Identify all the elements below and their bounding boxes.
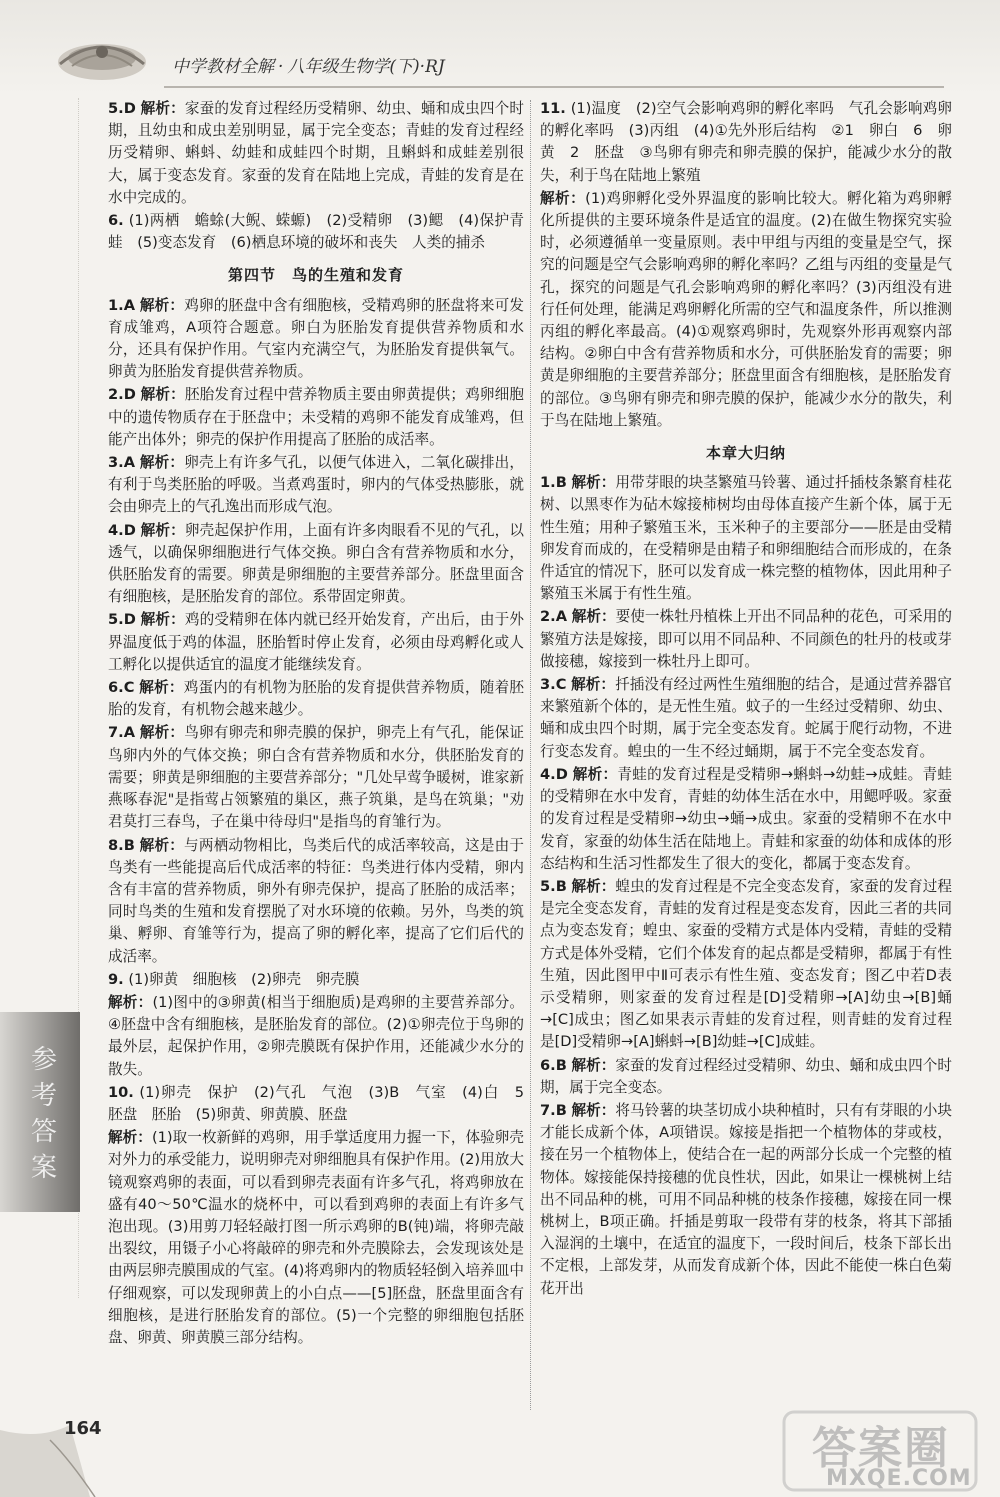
analysis-label: 解析：	[571, 474, 616, 492]
analysis-label: 解析：	[140, 521, 185, 539]
analysis-label: 解析：	[139, 724, 185, 742]
answer-entry	[540, 674, 952, 763]
analysis-label: 解析：	[571, 877, 616, 895]
answer-entry	[108, 452, 524, 519]
answer-text: (1)温度 (2)空气会影响鸡卵的孵化率吗 气孔会影响鸡卵的孵化率吗 (3)丙组 (4)①先外形后结构 ②1 卵白 6 卵黄 2 胚盘 ③鸟卵有卵壳和卵壳膜的保护，能减少水分的散失，利于鸟在陆地上繁殖	[540, 100, 952, 184]
answer-text: 家蚕的发育过程经过受精卵、幼虫、蛹和成虫四个时期，属于完全变态。	[540, 1056, 952, 1096]
analysis-label: 解析：	[140, 386, 185, 404]
footer-ornament-icon	[0, 1420, 120, 1497]
answer-entry	[540, 606, 952, 673]
analysis-label: 解析：	[571, 1056, 616, 1074]
answer-text: 鸡卵的胚盘中含有细胞核，受精鸡卵的胚盘将来可发育成雏鸡，A项符合题意。卵白为胚胎发育提供营养物质和水分，还具有保护作用。气室内充满空气，为胚胎发育提供氧气。卵黄为胚胎发育提供营养物质。	[108, 296, 524, 381]
analysis-label: 解析：	[571, 676, 616, 694]
answer-entry	[540, 764, 952, 875]
answer-number: 11.	[540, 100, 566, 117]
answer-text: 胚胎发育过程中营养物质主要由卵黄提供；鸡卵细胞中的遗传物质存在于胚盘中；未受精的鸡卵不能发育成雏鸡，但能产出体外；卵壳的保护作用提高了胚胎的成活率。	[108, 386, 524, 448]
answer-text: 要使一株牡丹植株上开出不同品种的花色，可采用的繁殖方法是嫁接，即可以用不同品种、不同颜色的牡丹的枝或芽做接穗，嫁接到一株牡丹上即可。	[540, 608, 952, 670]
answer-number: 1.B	[540, 474, 567, 492]
answer-text: 扦插没有经过两性生殖细胞的结合，是通过营养器官来繁殖新个体的，是无性生殖。蚊子的一生经过受精卵、幼虫、蛹和成虫四个时期，属于完全变态发育。蛇属于爬行动物，不进行变态发育。蝗虫的一生不经过蛹期，属于不完全变态发育。	[540, 676, 952, 760]
answer-number: 7.B	[540, 1101, 567, 1119]
answer-text: 家蚕的发育过程经历受精卵、幼虫、蛹和成虫四个时期，且幼虫和成虫差别明显，属于完全变态；青蛙的发育过程经历受精卵、蝌蚪、幼蛙和成蛙四个时期，且蝌蚪和成蛙差别很大，属于变态发育。家蚕的发育在陆地上完成，青蛙的发育是在水中完成的。	[108, 100, 524, 206]
answer-entry	[540, 98, 952, 187]
answer-entry	[540, 1055, 952, 1099]
answer-entry	[108, 210, 524, 254]
left-column	[108, 98, 539, 1350]
answer-number: 5.D	[108, 100, 136, 117]
answer-entry	[540, 876, 952, 1054]
answer-text: (1)卵黄 细胞核 (2)卵壳 卵壳膜	[128, 970, 360, 988]
answer-entry	[108, 969, 524, 991]
analysis-label: 解析：	[572, 765, 618, 783]
answer-entry	[108, 520, 524, 609]
answer-number: 5.D	[108, 611, 136, 629]
answer-entry	[108, 677, 524, 721]
answer-entry	[540, 472, 952, 605]
watermark-url: MXQE.COM	[826, 1466, 972, 1491]
answer-number: 5.B	[540, 877, 567, 895]
answer-number: 4.D	[540, 765, 568, 783]
answer-text: 将马铃薯的块茎切成小块种植时，只有有芽眼的小块才能长成新个体，A项错误。嫁接是指把一个植物体的芽或枝，接在另一个植物体上，使结合在一起的两部分长成一个完整的植物体。嫁接能保持接穗的优良性状，因此，如果让一棵桃树上结出不同品种的桃，可用不同品种桃的枝条作接穗，嫁接在同一棵桃树上，B项正确。扦插是剪取一段带有芽的枝条，将其下部插入湿润的土壤中，在适宜的温度下，一段时间后，枝条下部长出不定根，上部发芽，从而发育成新个体，因此不能使一株白色菊花开出	[540, 1101, 952, 1297]
answer-number: 8.B	[108, 836, 135, 854]
header-separator: ·	[278, 57, 284, 77]
analysis-label: 解析：	[139, 296, 185, 314]
answer-text: 青蛙的发育过程是受精卵→蝌蚪→幼蛙→成蛙。青蛙的受精卵在水中发育，青蛙的幼体生活在水中，用鳃呼吸。家蚕的发育过程是受精卵→幼虫→蛹→成虫。家蚕的受精卵不在水中发育，家蚕的幼体生活在陆地上。青蛙和家蚕的幼体和成体的形态结构和生活习性都发生了很大的变化，都属于变态发育。	[540, 765, 953, 872]
answer-number: 4.D	[108, 521, 136, 539]
answer-entry	[540, 188, 952, 432]
analysis-label: 解析：	[540, 189, 586, 207]
answer-number: 3.A	[108, 454, 135, 472]
answer-text: 鸡的受精卵在体内就已经开始发育，产出后，由于外界温度低于鸡的体温，胚胎暂时停止发育，必须由母鸡孵化或人工孵化以提供适宜的温度才能继续发育。	[108, 611, 524, 673]
analysis-label: 解析：	[108, 993, 153, 1011]
page-header	[0, 0, 1000, 96]
answer-text: 卵壳上有许多气孔，以便气体进入，二氧化碳排出，有利于鸟类胚胎的呼吸。当煮鸡蛋时，卵内的气体受热膨胀，就会由卵壳上的气孔逸出而形成气泡。	[108, 454, 524, 516]
answer-number: 2.D	[108, 386, 136, 404]
answer-text: 卵壳起保护作用，上面有许多肉眼看不见的气孔，以透气，以确保卵细胞进行气体交换。卵白含有营养物质和水分，供胚胎发育的需要。卵黄是卵细胞的主要营养部分。胚盘里面含有细胞核，是胚胎发育的部位。系带固定卵黄。	[108, 521, 524, 606]
answer-text: 与两栖动物相比，鸟类后代的成活率较高，这是由于鸟类有一些能提高后代成活率的特征：鸟类进行体内受精，卵内含有丰富的营养物质，卵外有卵壳保护，提高了胚胎的成活率；同时鸟类的生殖和发育摆脱了对水环境的依赖。另外，鸟类的筑巢、孵卵、育雏等行为，提高了卵的孵化率，提高了它们后代的成活率。	[108, 836, 524, 965]
answer-entry	[108, 835, 524, 968]
answer-number: 9.	[108, 970, 124, 988]
book-subtitle: 八年级生物学(下)·RJ	[287, 57, 445, 77]
answer-number: 6.B	[540, 1056, 567, 1074]
column-divider	[530, 100, 532, 1410]
answer-number: 2.A	[540, 608, 567, 626]
answer-number: 3.C	[540, 676, 567, 694]
watermark-text: 答案圈	[812, 1423, 950, 1474]
book-logo-icon	[40, 22, 160, 92]
side-tab-label: 参考答案	[30, 1045, 57, 1183]
analysis-label: 解析：	[140, 611, 185, 629]
answer-text: (1)卵壳 保护 (2)气孔 气泡 (3)B 气室 (4)白 5 胚盘 胚胎 (5)卵黄、卵黄膜、胚盘	[108, 1083, 539, 1123]
answer-text: 鸟卵有卵壳和卵壳膜的保护，卵壳上有气孔，能保证鸟卵内外的气体交换；卵白含有营养物质和水分，供胚胎发育的需要；卵黄是卵细胞的主要营养部分；"几处早莺争暖树，谁家新燕啄春泥"是指莺占领繁殖的巢区，燕子筑巢，是鸟在筑巢；"劝君莫打三春鸟，子在巢中待母归"是指鸟的育雏行为。	[108, 724, 524, 831]
answer-text: (1)两栖 蟾蜍(大鲵、蝾螈) (2)受精卵 (3)鳃 (4)保护青蛙 (5)变态发育 (6)栖息环境的破坏和丧失 人类的捕杀	[108, 212, 525, 252]
answer-entry	[108, 295, 524, 384]
answer-text: (1)鸡卵孵化受外界温度的影响比较大。孵化箱为鸡卵孵化所提供的主要环境条件是适宜的温度。(2)在做生物探究实验时，必须遵循单一变量原则。表中甲组与丙组的变量是空气，探究的问题是空气会影响鸡卵的孵化率吗？乙组与丙组的变量是气孔，探究的问题是气孔会影响鸡卵的孵化率吗？(3)丙组没有进行任何处理，能满足鸡卵孵化所需的空气和温度条件，所以推测丙组的孵化率最高。(4)①观察鸡卵时，先观察外形再观察内部结构。②卵白中含有营养物质和水分，可供胚胎发育的需要；卵黄是卵细胞的主要营养部分；胚盘里面含有细胞核，是胚胎发育的部位。③鸟卵有卵壳和卵壳膜的保护，能减少水分的散失，利于鸟在陆地上繁殖。	[540, 189, 952, 429]
section-title: 第四节 鸟的生殖和发育	[227, 266, 404, 285]
page-number: 164	[64, 1418, 102, 1439]
answer-entry	[108, 98, 524, 209]
answer-entry	[108, 609, 524, 676]
answer-text: 鸡蛋内的有机物为胚胎的发育提供营养物质，随着胚胎的发育，有机物会越来越少。	[108, 679, 524, 719]
answer-entry	[108, 384, 524, 451]
answer-entry	[108, 1127, 524, 1349]
answer-entry	[540, 1100, 952, 1300]
answer-number: 6.	[108, 212, 124, 230]
answer-entry	[108, 992, 524, 1081]
analysis-label: 解析：	[571, 1101, 616, 1119]
answer-number: 6.C	[108, 679, 135, 697]
answer-text: (1)取一枚新鲜的鸡卵，用手掌适度用力握一下，体验卵壳对外力的承受能力，说明卵壳对卵细胞具有保护作用。(2)用放大镜观察鸡卵的表面，可以看到卵壳表面有许多气孔，将鸡卵放在盛有40～50℃温水的烧杯中，可以看到鸡卵的表面上有许多气泡出现。(3)用剪刀轻轻敲打图一所示鸡卵的B(钝)端，将卵壳敲出裂纹，用镊子小心将敲碎的卵壳和外壳膜除去，会发现该处是由两层卵壳膜围成的气室。(4)将鸡卵内的物质轻轻倒入培养皿中仔细观察，可以发现卵黄上的小白点——[5]胚盘，胚盘里面含有细胞核，是进行胚胎发育的部位。(5)一个完整的卵细胞包括胚盘、卵黄、卵黄膜三部分结构。	[108, 1129, 524, 1346]
answer-text: 蝗虫的发育过程是不完全变态发育，家蚕的发育过程是完全变态发育，青蛙的发育过程是变态发育，因此三者的共同点为变态发育；蝗虫、家蚕的受精方式是体内受精，青蛙的受精方式是体外受精，它们个体发育的起点都是受精卵，都属于有性生殖，因此图甲中Ⅱ可表示有性生殖、变态发育；图乙中若D表示受精卵，则家蚕的发育过程是[D]受精卵→[A]幼虫→[B]蛹→[C]成虫；图乙如果表示青蛙的发育过程，则青蛙的发育过程是[D]受精卵→[A]蝌蚪→[B]幼蛙→[C]成蛙。	[540, 877, 952, 1051]
answer-text: (1)图中的③卵黄(相当于细胞质)是鸡卵的主要营养部分。④胚盘中含有细胞核，是胚胎发育的部位。(2)①卵壳位于鸟卵的最外层，起保护作用，②卵壳膜既有保护作用，还能减少水分的散失。	[108, 993, 524, 1078]
analysis-label: 解析：	[139, 454, 185, 472]
header-title	[172, 52, 445, 77]
answer-number: 1.A	[108, 296, 135, 314]
analysis-label: 解析：	[571, 608, 616, 626]
answer-number: 10.	[108, 1083, 134, 1101]
section-title: 本章大归纳	[705, 444, 786, 463]
analysis-label: 解析：	[139, 679, 184, 697]
analysis-label: 解析：	[140, 100, 185, 117]
book-title: 中学教材全解	[172, 57, 274, 77]
analysis-label: 解析：	[139, 836, 185, 854]
header-rule	[164, 86, 944, 88]
right-column	[540, 98, 952, 1301]
answer-number: 7.A	[108, 724, 135, 742]
answer-entry	[108, 722, 524, 833]
analysis-label: 解析：	[108, 1129, 152, 1147]
answer-text: 用带芽眼的块茎繁殖马铃薯、通过扦插枝条繁育桂花树、以黑枣作为砧木嫁接柿树均由母体直接产生新个体，属于无性生殖；用种子繁殖玉米，玉米种子的主要部分——胚是由受精卵发育而成的，在受精卵是由精子和卵细胞结合而形成的，在条件适宜的情况下，胚可以发育成一株完整的植物体，因此用种子繁殖玉米属于有性生殖。	[540, 474, 952, 603]
answer-entry	[108, 1082, 539, 1126]
